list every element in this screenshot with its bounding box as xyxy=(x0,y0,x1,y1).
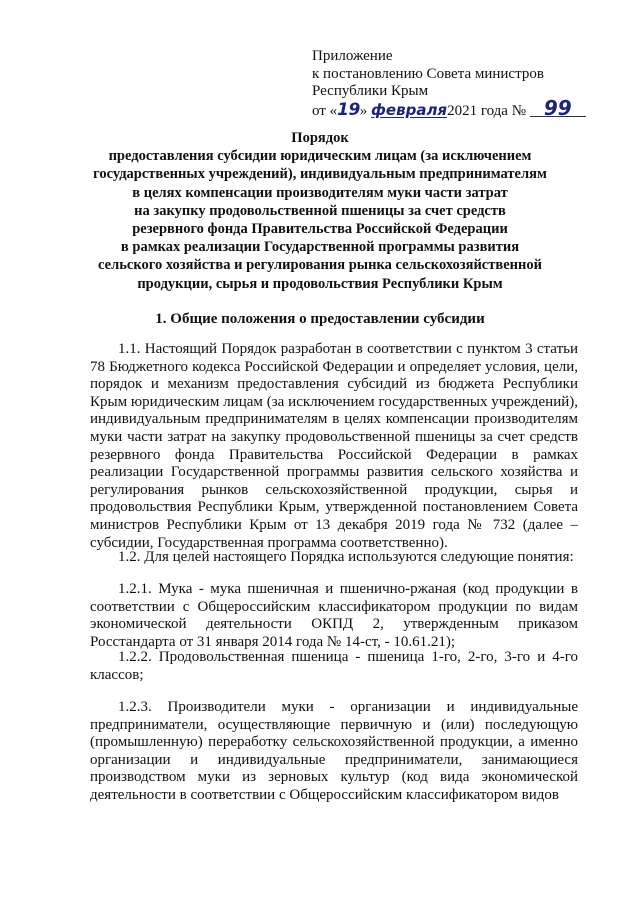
handwritten-doc-number: 99 xyxy=(530,101,586,117)
appendix-date-line xyxy=(312,95,612,121)
appendix-republic: Республики Крым xyxy=(312,83,429,99)
title-heading: Порядок xyxy=(291,130,349,146)
title-line: предоставления субсидии юридическим лицам (за исключением xyxy=(108,148,532,165)
date-prefix: от « xyxy=(312,102,338,119)
title-line: сельского хозяйства и регулирования рынка сельскохозяйственной xyxy=(98,257,542,274)
date-separator: » xyxy=(359,102,372,119)
appendix-label: Приложение xyxy=(312,48,393,64)
title-line: резервного фонда Правительства Российской Федерации xyxy=(132,221,508,238)
paragraph-1-2-1: 1.2.1. Мука - мука пшеничная и пшенично-ржаная (код продукции в соответствии с Общероссийским классификатором продукции по видам экономической деятельности ОКПД 2, утвержденным приказом Росстандарта от 31 января 2014 года № 14-ст, - 10.61.21); xyxy=(90,581,578,650)
document-title xyxy=(70,129,570,293)
appendix-header xyxy=(312,48,612,120)
title-line: продукции, сырья и продовольствия Республики Крым xyxy=(137,275,503,292)
title-line: в рамках реализации Государственной программы развития xyxy=(120,239,520,256)
handwritten-day: 19 xyxy=(337,99,360,120)
date-suffix: 2021 года № xyxy=(447,102,527,119)
title-line: на закупку продовольственной пшеницы за счет средств xyxy=(134,202,506,219)
paragraph-1-2-3: 1.2.3. Производители муки - организации и индивидуальные предприниматели, осуществляющие первичную и (или) последующую (промышленную) переработку сельскохозяйственной продукции, а именно организации и индивидуальные предприниматели, занимающиеся производством муки из зерновых культур (код вида экономической деятельности в соответствии с Общероссийским классификатором видов xyxy=(90,699,578,803)
section-1-title: 1. Общие положения о предоставлении субсидии xyxy=(155,311,485,327)
paragraph-1-1: 1.1. Настоящий Порядок разработан в соответствии с пунктом 3 статьи 78 Бюджетного кодекса Российской Федерации и определяет условия, цели, порядок и механизм предоставления субсидий из бюджета Республики Крым юридическим лицам (за исключением государственных учреждений), индивидуальным предпринимателям в целях компенсации производителям муки части затрат на закупку продовольственной пшеницы за счет средств резервного фонда Правительства Российской Федерации в рамках реализации Государственной программы развития сельского хозяйства и регулирования рынков сельскохозяйственной продукции, сырья и продовольствия Республики Крым, утвержденной постановлением Совета министров Республики Крым от 13 декабря 2019 года № 732 (далее – субсидии, Государственная программа соответственно). xyxy=(90,341,578,551)
handwritten-month: февраля xyxy=(371,100,448,119)
title-line: государственных учреждений), индивидуальным предпринимателям xyxy=(93,166,547,183)
paragraph-1-2-2: 1.2.2. Продовольственная пшеница - пшеница 1-го, 2-го, 3-го и 4-го классов; xyxy=(90,649,578,683)
title-line: в целях компенсации производителям муки части затрат xyxy=(132,184,508,201)
appendix-resolution: к постановлению Совета министров xyxy=(312,65,544,82)
paragraph-1-2: 1.2. Для целей настоящего Порядка используются следующие понятия: xyxy=(118,549,574,565)
